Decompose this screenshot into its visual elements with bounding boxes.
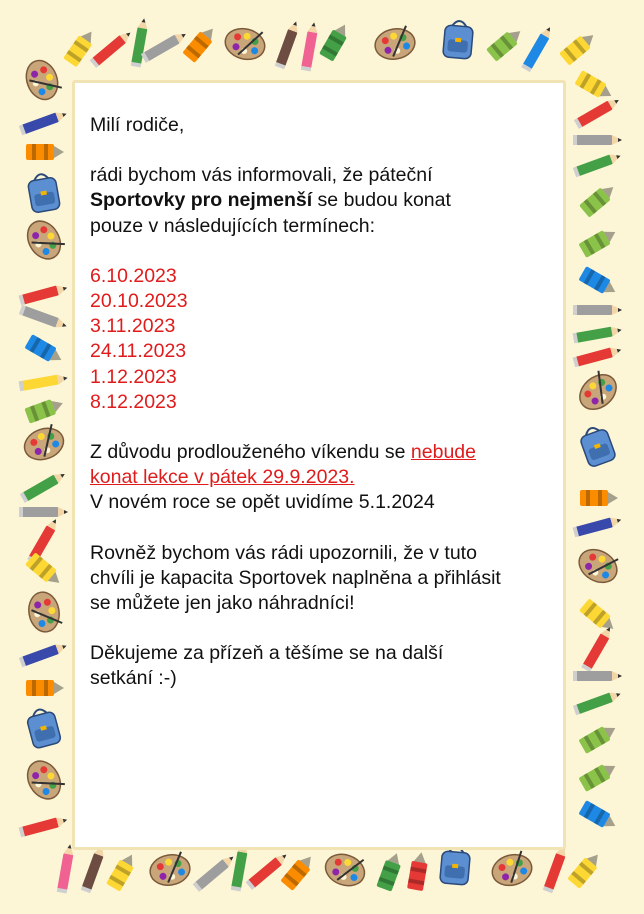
capacity-line-2: chvíli je kapacita Sportovek naplněna a přihlásit bbox=[90, 566, 501, 589]
notice-line-2 bbox=[90, 465, 560, 490]
date-item: 8.12.2023 bbox=[90, 390, 177, 413]
date-item: 1.12.2023 bbox=[90, 365, 177, 388]
date-item: 20.10.2023 bbox=[90, 290, 188, 313]
course-name: Sportovky pro nejmenší bbox=[90, 189, 313, 212]
date-item: 6.10.2023 bbox=[90, 264, 177, 287]
intro-line-3: pouze v následujících termínech: bbox=[90, 214, 376, 237]
greeting: Milí rodiče, bbox=[90, 114, 185, 136]
cancelled-highlight: konat lekce v pátek 29.9.2023. bbox=[90, 466, 355, 489]
notice-line-1: Z důvodu prodlouženého víkendu se nebude bbox=[90, 441, 476, 464]
closing-line-2: setkání :-) bbox=[90, 667, 177, 690]
date-item: 3.11.2023 bbox=[90, 315, 176, 338]
closing-line-1: Děkujeme za přízeň a těšíme se na další bbox=[90, 642, 444, 665]
letter-body bbox=[90, 113, 560, 692]
capacity-line-1: Rovněž bychom vás rádi upozornili, že v tuto bbox=[90, 541, 477, 564]
capacity-line-3: se můžete jen jako náhradníci! bbox=[90, 592, 355, 615]
date-item: 24.11.2023 bbox=[90, 340, 187, 363]
notice-line-3: V novém roce se opět uvidíme 5.1.2024 bbox=[90, 491, 435, 514]
cancelled-highlight: nebude bbox=[410, 441, 476, 464]
intro-line-1: rádi bychom vás informovali, že páteční bbox=[90, 164, 433, 187]
intro-line-2: Sportovky pro nejmenší se budou konat bbox=[90, 189, 451, 212]
